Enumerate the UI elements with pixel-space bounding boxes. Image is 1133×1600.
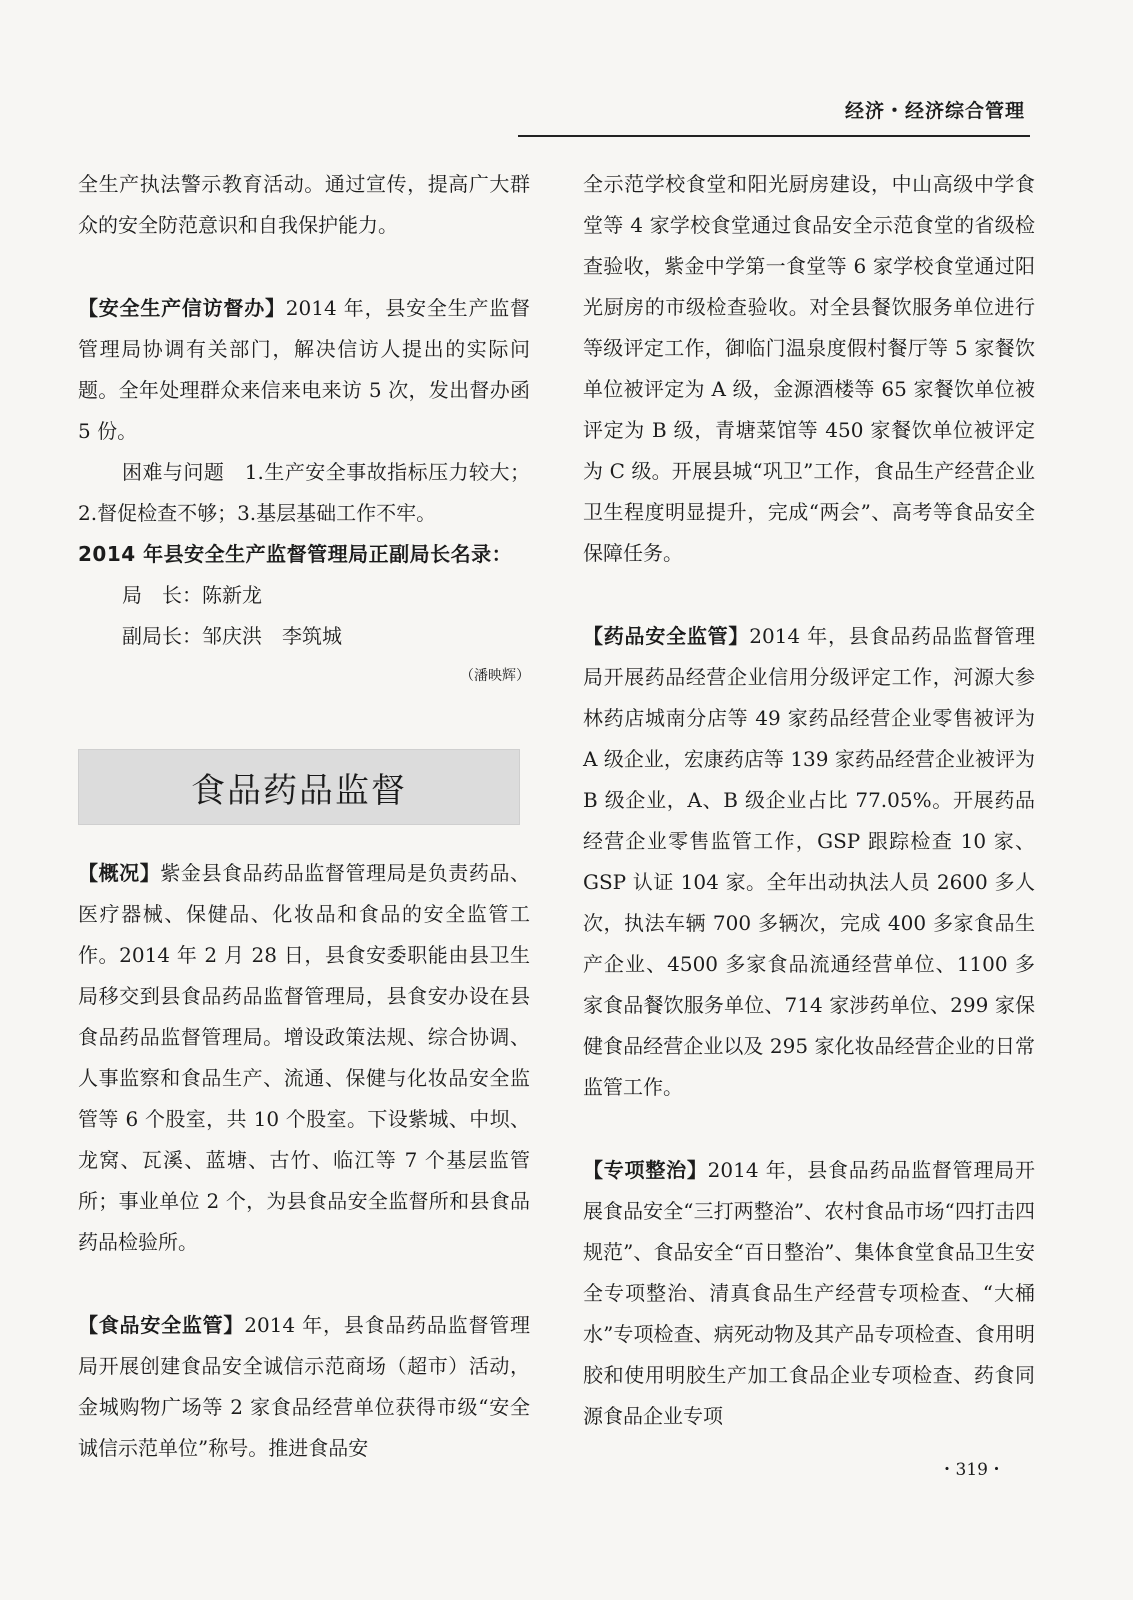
director-list-heading: 2014 年县安全生产监督管理局正副局长名录： <box>78 542 513 566</box>
author-credit: （潘映辉） <box>460 668 530 684</box>
director-name: 局 长：陈新龙 <box>122 583 262 607</box>
paragraph-drug-safety <box>583 616 1035 1108</box>
paragraph-overview <box>78 853 530 1263</box>
text-food-safety: 2014 年，县食品药品监督管理局开展创建食品安全诚信示范商场（超市）活动，金城购物广场等 2 家食品经营单位获得市级“安全诚信示范单位”称号。推进食品安 <box>78 1313 531 1460</box>
left-column <box>78 164 530 1469</box>
text-special-rectification: 2014 年，县食品药品监督管理局开展食品安全“三打两整治”、农村食品市场“四打击四规范”、食品安全“百日整治”、集体食堂食品卫生安全专项整治、清真食品生产经营专项检查、“大桶水”专项检查、病死动物及其产品专项检查、食用明胶和使用明胶生产加工食品企业专项检查、药食同源食品企业专项 <box>583 1158 1035 1428</box>
text-petition-supervision: 2014 年，县安全生产监督管理局协调有关部门，解决信访人提出的实际问题。全年处理群众来信来电来访 5 次，发出督办函 5 份。 <box>78 296 531 443</box>
paragraph-food-safety-continued: 全示范学校食堂和阳光厨房建设，中山高级中学食堂等 4 家学校食堂通过食品安全示范食堂的省级检查验收，紫金中学第一食堂等 6 家学校食堂通过阳光厨房的市级检查验收。对全县餐饮服务单位进行等级评定工作，御临门温泉度假村餐厅等 5 家餐饮单位被评定为 A 级，金源酒楼等 65 家餐饮单位被评定为 B 级，青塘菜馆等 450 家餐饮单位被评定为 C 级。开展县城“巩卫”工作，食品生产经营企业卫生程度明显提升，完成“两会”、高考等食品安全保障任务。 <box>583 172 1035 565</box>
section-title: 食品药品监督 <box>191 770 407 811</box>
heading-food-safety: 【食品安全监管】 <box>78 1313 245 1337</box>
header-rule <box>518 135 1030 137</box>
section-banner <box>78 749 520 825</box>
paragraph-food-safety <box>78 1305 530 1469</box>
deputy-director-names: 副局长：邹庆洪 李筑城 <box>122 624 342 648</box>
paragraph-continuation: 全生产执法警示教育活动。通过宣传，提高广大群众的安全防范意识和自我保护能力。 <box>78 172 530 237</box>
running-header <box>0 96 1133 136</box>
paragraph-petition-supervision <box>78 288 530 452</box>
text-drug-safety: 2014 年，县食品药品监督管理局开展药品经营企业信用分级评定工作，河源大参林药店城南分店等 49 家药品经营企业零售被评为 A 级企业，宏康药店等 139 家药品经营企业被评为 B 级企业，A、B 级企业占比 77.05%。开展药品经营企业零售监管工作，GSP 跟踪检查 10 家、GSP 认证 104 家。全年出动执法人员 2600 多人次，执法车辆 700 多辆次，完成 400 多家食品生产企业、4500 多家食品流通经营单位、1100 多家食品餐饮服务单位、714 家涉药单位、299 家保健食品经营企业以及 295 家化妆品经营企业的日常监管工作。 <box>583 624 1036 1099</box>
header-title: 经济・经济综合管理 <box>844 100 1025 122</box>
heading-drug-safety: 【药品安全监管】 <box>583 624 750 648</box>
paragraph-difficulties: 困难与问题 1.生产安全事故指标压力较大；2.督促检查不够；3.基层基础工作不牢。 <box>78 460 530 525</box>
heading-special-rectification: 【专项整治】 <box>583 1158 708 1182</box>
page-number: ・319・ <box>938 1460 1005 1480</box>
text-overview: 紫金县食品药品监督管理局是负责药品、医疗器械、保健品、化妆品和食品的安全监管工作。2014 年 2 月 28 日，县食安委职能由县卫生局移交到县食品药品监督管理局，县食安办设在县食品药品监督管理局。增设政策法规、综合协调、人事监察和食品生产、流通、保健与化妆品安全监管等 6 个股室，共 10 个股室。下设紫城、中坝、龙窝、瓦溪、蓝塘、古竹、临江等 7 个基层监管所；事业单位 2 个，为县食品安全监督所和县食品药品检验所。 <box>78 861 531 1254</box>
heading-overview: 【概况】 <box>78 861 161 885</box>
paragraph-special-rectification <box>583 1150 1035 1437</box>
heading-petition-supervision: 【安全生产信访督办】 <box>78 296 286 320</box>
right-column <box>583 164 1035 1437</box>
